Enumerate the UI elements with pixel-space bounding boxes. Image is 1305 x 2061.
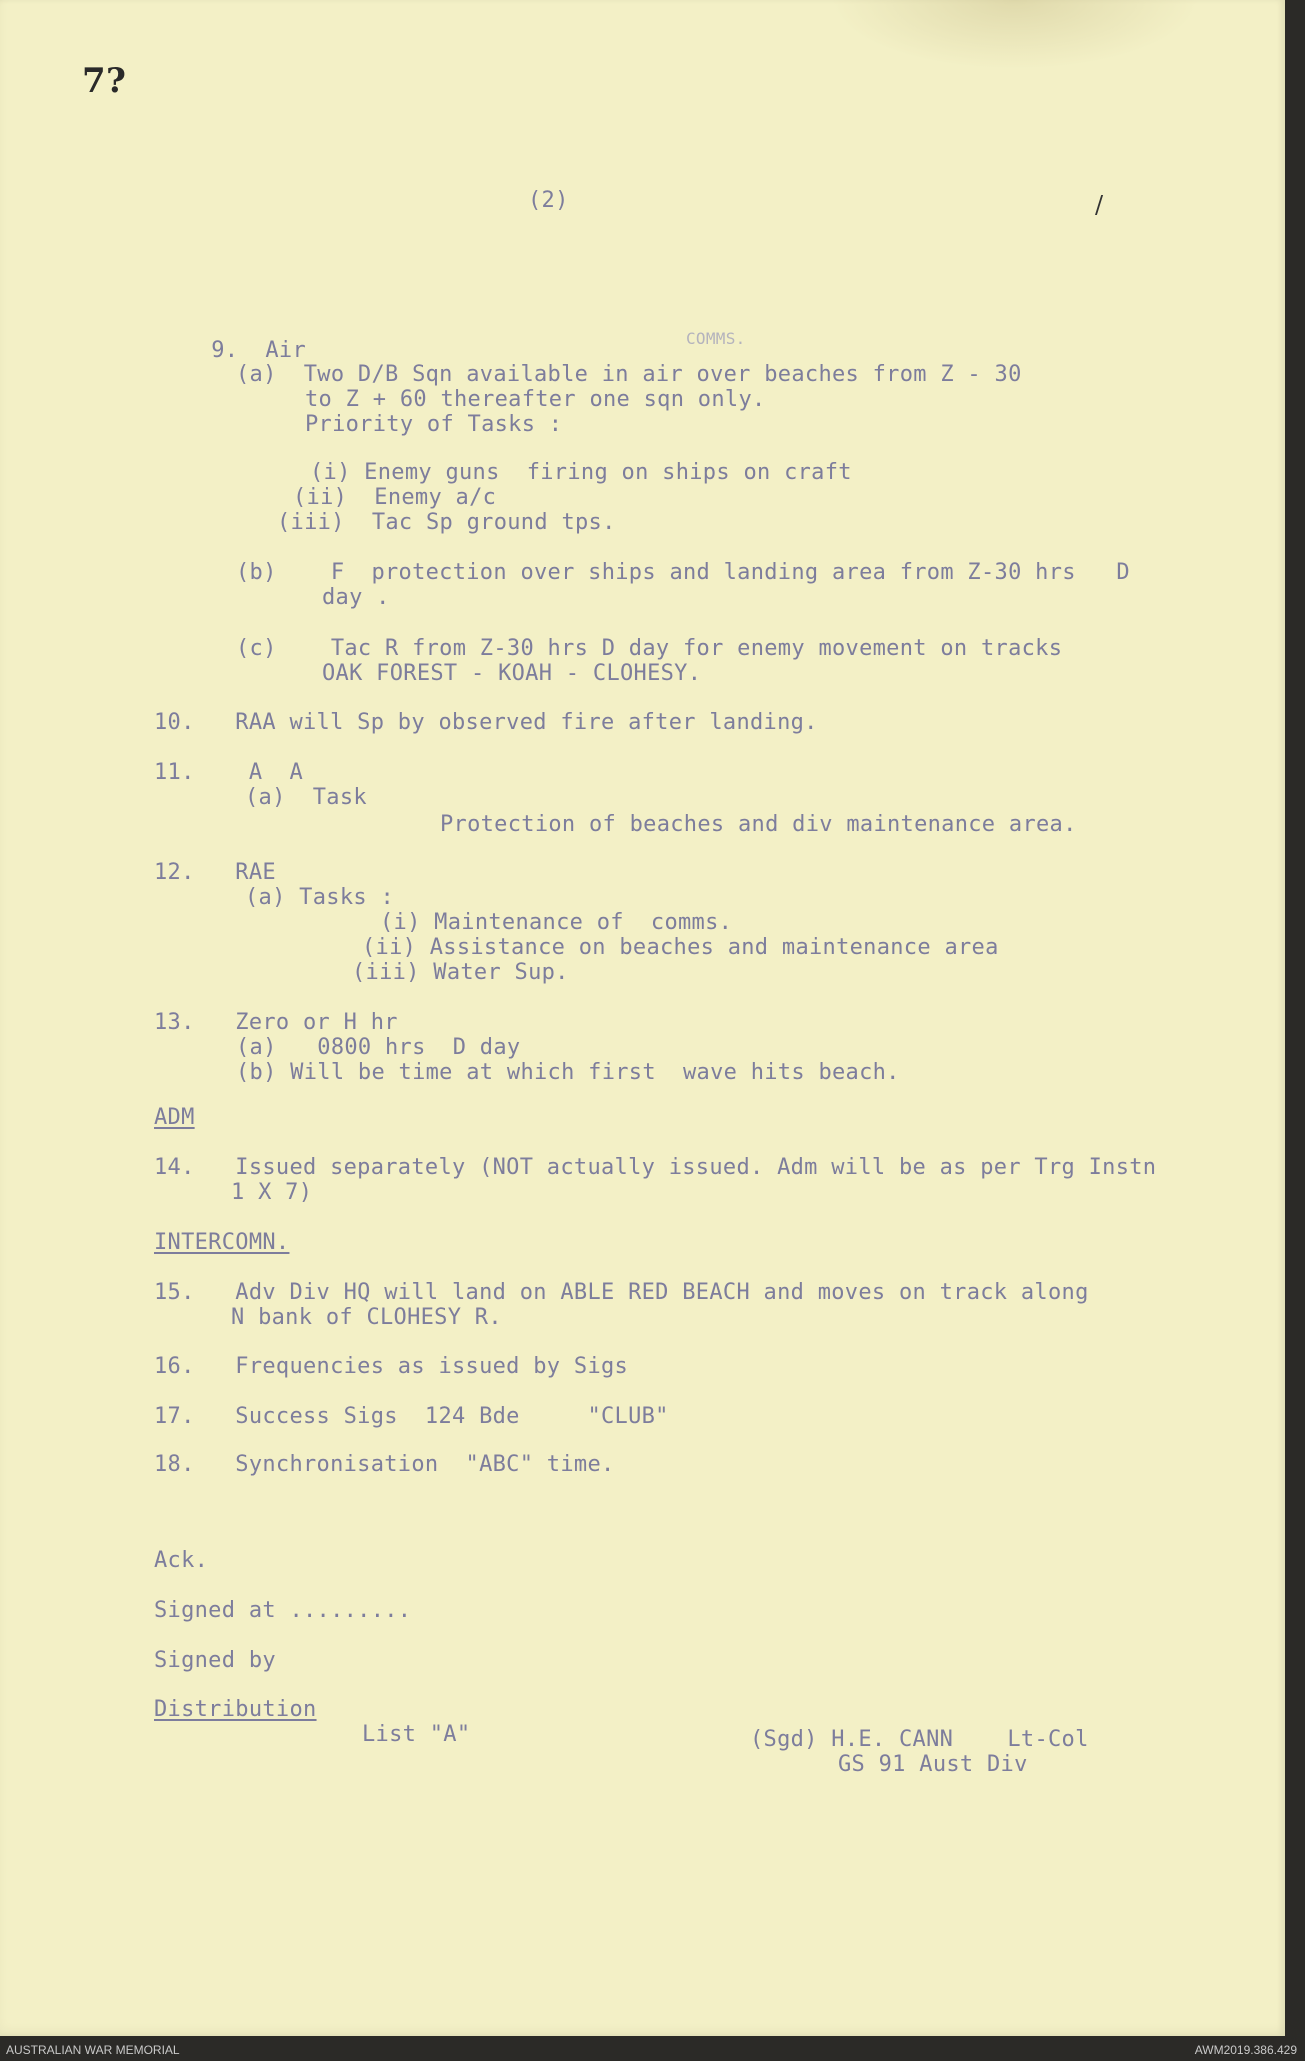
section-12-task-3: (iii) Water Sup. <box>352 960 569 985</box>
section-13-heading: 13. Zero or H hr <box>154 1010 398 1035</box>
section-9a-line-2: to Z + 60 thereafter one sqn only. <box>305 387 766 412</box>
section-9b-line-2: day . <box>322 585 390 610</box>
corner-tick-mark: / <box>1095 191 1104 219</box>
comms-faint-text: COMMS. <box>686 329 746 348</box>
adm-heading: ADM <box>154 1105 195 1130</box>
section-16: 16. Frequencies as issued by Sigs <box>154 1354 629 1379</box>
section-9a-task-3: (iii) Tac Sp ground tps. <box>277 510 616 535</box>
distribution-heading: Distribution <box>154 1697 317 1722</box>
section-11a: (a) Task <box>245 785 367 810</box>
section-14-line-1: 14. Issued separately (NOT actually issued. Adm will be as per Trg Instn <box>154 1155 1157 1180</box>
section-12-task-1: (i) Maintenance of comms. <box>380 910 733 935</box>
section-14-line-2: 1 X 7) <box>231 1180 313 1205</box>
section-9a-task-1: (i) Enemy guns firing on ships on craft <box>310 460 852 485</box>
section-13b: (b) Will be time at which first wave hits beach. <box>236 1060 900 1085</box>
section-15-line-2: N bank of CLOHESY R. <box>231 1305 502 1330</box>
section-9a-line-3: Priority of Tasks : <box>305 412 563 437</box>
handwritten-mark: 7? <box>82 61 127 101</box>
distribution-list: List "A" <box>362 1722 471 1747</box>
archive-footer <box>0 2036 1305 2061</box>
section-12-heading: 12. RAE <box>154 860 276 885</box>
section-13a: (a) 0800 hrs D day <box>236 1035 521 1060</box>
intercomn-heading: INTERCOMN. <box>154 1230 290 1255</box>
footer-accession-number: AWM2019.386.429 <box>1194 2043 1297 2057</box>
page-number: (2) <box>528 188 569 213</box>
ack-line: Ack. <box>154 1548 209 1573</box>
section-9b-line-1: (b) F protection over ships and landing area from Z-30 hrs D <box>236 560 1130 585</box>
section-17: 17. Success Sigs 124 Bde "CLUB" <box>154 1404 669 1429</box>
section-18: 18. Synchronisation "ABC" time. <box>154 1452 615 1477</box>
section-11b: Protection of beaches and div maintenance area. <box>440 812 1077 837</box>
section-10: 10. RAA will Sp by observed fire after landing. <box>154 710 818 735</box>
signed-by-line: Signed by <box>154 1648 276 1673</box>
signature-line: (Sgd) H.E. CANN Lt-Col <box>750 1727 1089 1752</box>
signature-unit: GS 91 Aust Div <box>838 1752 1028 1777</box>
signed-at-line: Signed at ......... <box>154 1598 412 1623</box>
section-12-task-2: (ii) Assistance on beaches and maintenance area <box>362 935 999 960</box>
section-9c-line-1: (c) Tac R from Z-30 hrs D day for enemy movement on tracks <box>236 636 1063 661</box>
footer-institution: AUSTRALIAN WAR MEMORIAL <box>6 2043 180 2057</box>
section-9-text: 9. Air <box>211 338 307 363</box>
section-11-heading: 11. A A <box>154 760 303 785</box>
section-9a-line-1: (a) Two D/B Sqn available in air over beaches from Z - 30 <box>236 362 1022 387</box>
section-9a-task-2: (ii) Enemy a/c <box>293 485 497 510</box>
section-12a: (a) Tasks : <box>245 885 394 910</box>
paper-stain <box>830 0 1200 70</box>
section-15-line-1: 15. Adv Div HQ will land on ABLE RED BEACH and moves on track along <box>154 1280 1089 1305</box>
section-9c-line-2: OAK FOREST - KOAH - CLOHESY. <box>322 661 702 686</box>
